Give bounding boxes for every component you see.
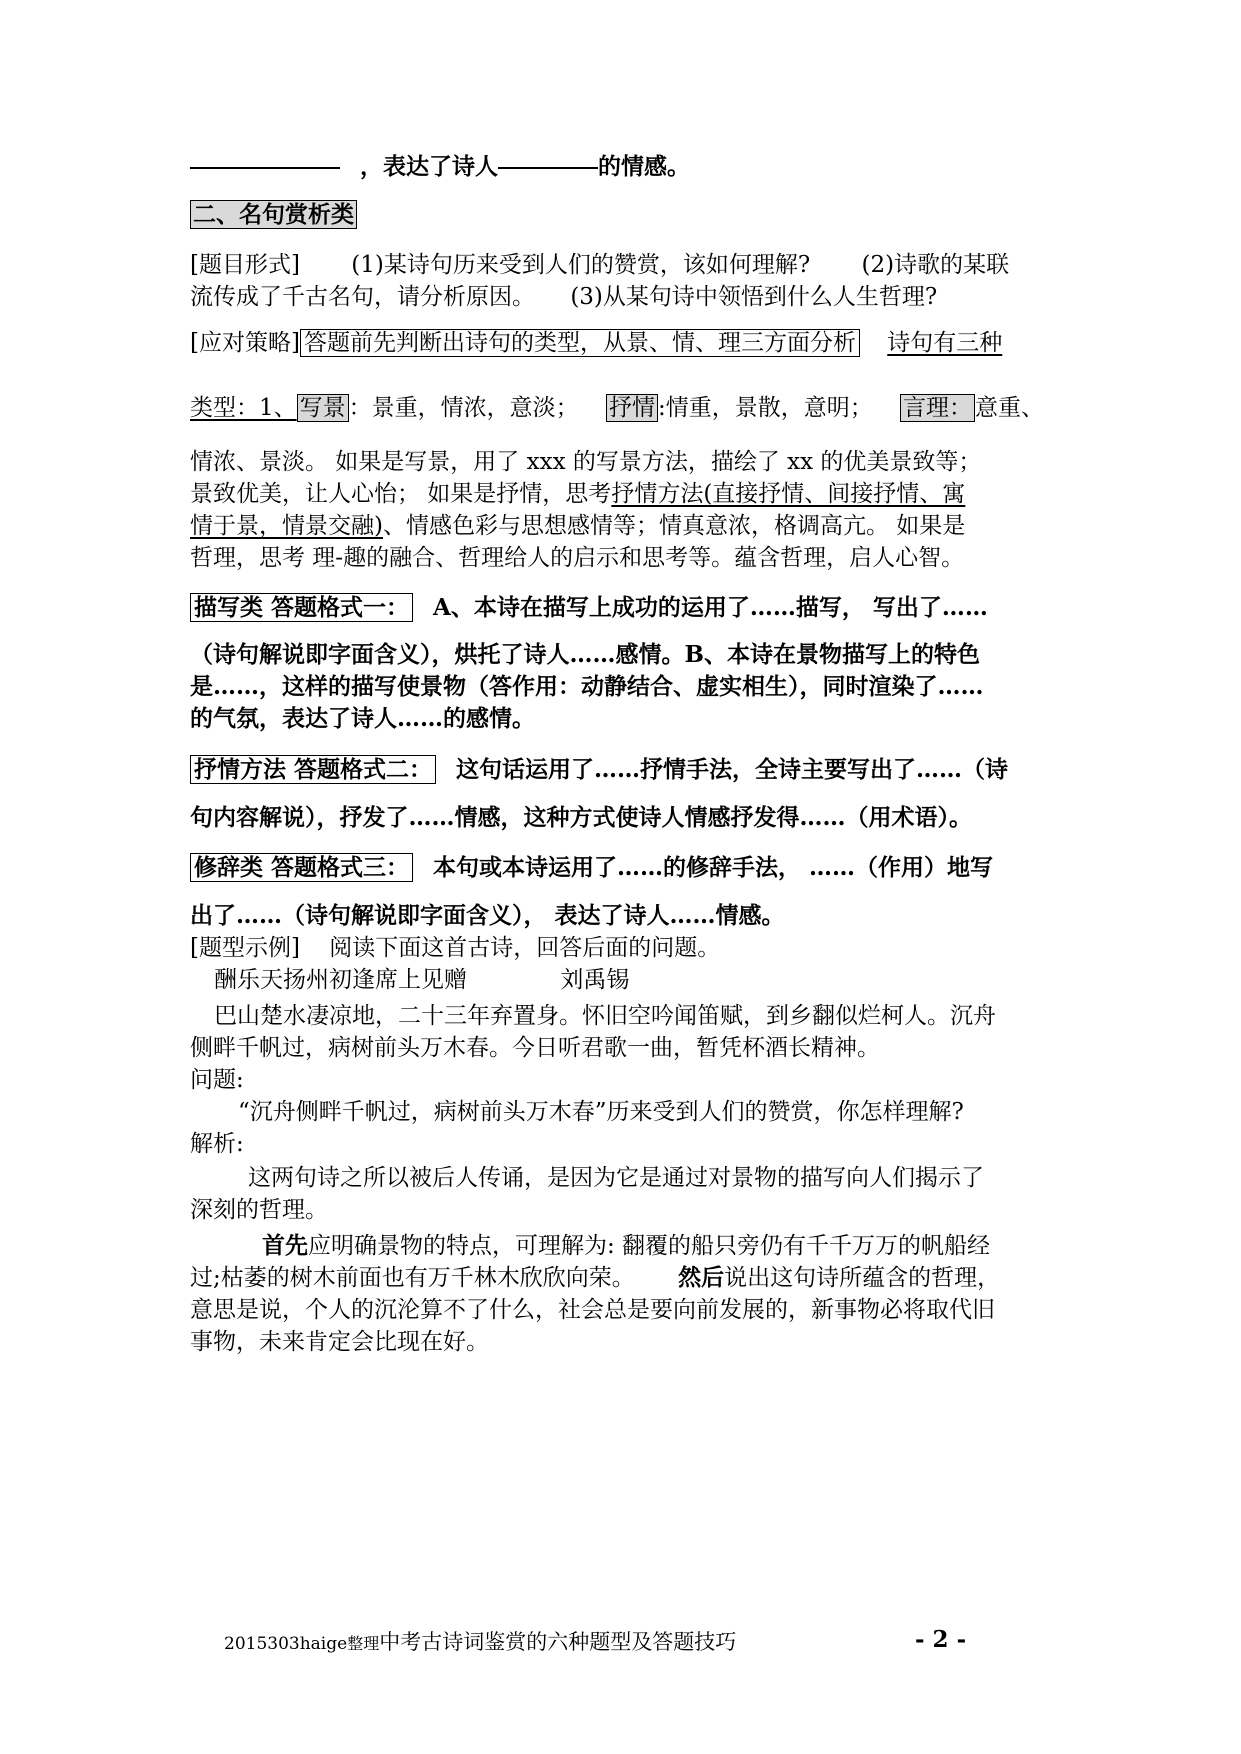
question-form-line2 — [190, 282, 1070, 312]
type-emotion-label: 抒情 — [606, 394, 658, 422]
strategy-label: [应对策略] — [190, 330, 300, 356]
type-scenery-text: ：景重，情浓，意淡； — [348, 395, 579, 421]
format1-text: A、本诗在描写上成功的运用了……描写， 写出了…… — [433, 594, 988, 621]
question-2-cont: 流传成了千古名句，请分析原因。 — [190, 284, 535, 310]
analysis-text: 深刻的哲理。 — [190, 1197, 328, 1223]
analysis-heading — [190, 1129, 1070, 1159]
format3-line2 — [190, 901, 1070, 931]
analysis-text: 应明确景物的特点，可理解为: 翻覆的船只旁仍有千千万万的帆船经 — [308, 1233, 991, 1259]
section-heading-row — [190, 200, 1070, 230]
strategy-box: 答题前先判断出诗句的类型，从景、情、理三方面分析 — [300, 329, 860, 357]
question-2: (2)诗歌的某联 — [861, 252, 1010, 278]
format1-line1 — [190, 593, 1070, 623]
analysis-line — [190, 1295, 1070, 1325]
analysis-text: 事物，未来肯定会比现在好。 — [190, 1329, 489, 1355]
format3-line1 — [190, 853, 1070, 883]
paragraph-text: 哲理，思考 理-趣的融合、哲理给人的启示和思考等。蕴含哲理，启人心智。 — [190, 545, 965, 571]
paragraph-underlined: 情于景，情景交融) — [190, 513, 383, 539]
format1-text: 是……，这样的描写使景物（答作用：动静结合、虚实相生），同时渲染了…… — [190, 673, 984, 700]
answer-blank — [190, 167, 340, 169]
strategy-line — [190, 328, 1070, 358]
analysis-line — [248, 1163, 1128, 1193]
question-text: “沉舟侧畔千帆过，病树前头万木春”历来受到人们的赞赏，你怎样理解? — [238, 1099, 964, 1125]
poem-heading — [214, 965, 1094, 995]
format1-label: 描写类 答题格式一： — [190, 593, 413, 622]
format1-line2 — [190, 640, 1070, 670]
question-1: (1)某诗句历来受到人们的赞赏，该如何理解? — [351, 252, 811, 278]
paragraph-underlined: 抒情方法(直接抒情、间接抒情、寓 — [611, 481, 966, 507]
analysis-text: 这两句诗之所以被后人传诵，是因为它是通过对景物的描写向人们揭示了 — [248, 1165, 984, 1191]
format2-label: 抒情方法 答题格式二： — [190, 755, 436, 784]
poem-line — [214, 1001, 1074, 1031]
format3-label: 修辞类 答题格式三： — [190, 853, 413, 882]
analysis-text: 过;枯萎的树木前面也有万千林木欣欣向荣。 — [190, 1265, 635, 1291]
footer-code: 2015303haige — [224, 1634, 348, 1654]
question-3: (3)从某句诗中领悟到什么人生哲理? — [570, 284, 938, 310]
paragraph-line — [190, 511, 1070, 541]
type-scenery-label: 写景 — [297, 394, 349, 422]
format2-text: 这句话运用了……抒情手法，全诗主要写出了……（诗 — [456, 756, 1009, 783]
analysis-text: 意思是说，个人的沉沦算不了什么，社会总是要向前发展的，新事物必将取代旧 — [190, 1297, 995, 1323]
analysis-first-line — [262, 1231, 1142, 1261]
poem-author: 刘禹锡 — [560, 967, 630, 993]
example-intro-line — [190, 933, 1070, 963]
analysis-label: 解析: — [190, 1131, 244, 1157]
poem-text: 巴山楚水凄凉地，二十三年弃置身。怀旧空吟闻笛赋，到乡翻似烂柯人。沉舟 — [214, 1003, 996, 1029]
intro-suffix: 的情感。 — [598, 153, 691, 180]
paragraph-line — [190, 447, 1070, 477]
paragraph-text: 景致优美，让人心怡； 如果是抒情，思考 — [190, 481, 612, 507]
types-prefix: 类型：1、 — [190, 395, 297, 421]
question-label: 问题: — [190, 1067, 244, 1093]
page-footer — [224, 1626, 736, 1656]
example-label: [题型示例] — [190, 935, 300, 961]
strategy-tail: 诗句有三种 — [887, 330, 1003, 356]
type-reason-text: 意重、 — [975, 395, 1045, 421]
poem-text: 侧畔千帆过，病树前头万木春。今日听君歌一曲，暂凭杯酒长精神。 — [190, 1035, 880, 1061]
paragraph-line — [190, 543, 1070, 573]
example-intro: 阅读下面这首古诗，回答后面的问题。 — [329, 935, 721, 961]
format1-text: 的气氛，表达了诗人……的感情。 — [190, 705, 535, 732]
format2-line1 — [190, 755, 1070, 785]
format2-line2 — [190, 803, 1070, 833]
poem-title: 酬乐天扬州初逢席上见赠 — [214, 967, 467, 993]
paragraph-line — [190, 479, 1070, 509]
analysis-text: 说出这句诗所蕴含的哲理， — [724, 1265, 1001, 1291]
format3-text: 出了……（诗句解说即字面含义）， 表达了诗人……情感。 — [190, 902, 785, 929]
paragraph-text: 情浓、景淡。 如果是写景，用了 xxx 的写景方法，描绘了 xx 的优美景致等； — [190, 449, 982, 475]
then-keyword: 然后 — [678, 1265, 725, 1291]
analysis-line — [190, 1195, 1070, 1225]
footer-small: 整理 — [347, 1634, 380, 1653]
type-emotion-text: :情重，景散，意明； — [657, 395, 873, 421]
paragraph-text: 、情感色彩与思想感情等；情真意浓，格调高亢。 如果是 — [382, 513, 966, 539]
intro-prefix: ，表达了诗人 — [360, 153, 499, 180]
format2-text: 句内容解说），抒发了……情感，这种方式使诗人情感抒发得……（用术语）。 — [190, 804, 972, 831]
types-line — [190, 393, 1070, 423]
first-keyword: 首先 — [262, 1233, 308, 1259]
footer-title: 中考古诗词鉴赏的六种题型及答题技巧 — [379, 1630, 737, 1654]
type-reason-label: 言理： — [900, 394, 975, 422]
format3-text: 本句或本诗运用了……的修辞手法， ……（作用）地写 — [433, 854, 994, 881]
question-form-line1 — [190, 250, 1070, 280]
page-number: - 2 - — [915, 1626, 967, 1653]
question-form-label: [题目形式] — [190, 252, 300, 278]
intro-line — [190, 152, 1070, 182]
question-line — [238, 1097, 1118, 1127]
section-title: 二、名句赏析类 — [190, 200, 357, 229]
question-heading — [190, 1065, 1070, 1095]
format1-line4 — [190, 704, 1070, 734]
answer-blank — [498, 167, 598, 169]
format1-text: （诗句解说即字面含义），烘托了诗人……感情。B、本诗在景物描写上的特色 — [190, 641, 980, 668]
analysis-line — [190, 1327, 1070, 1357]
poem-line — [190, 1033, 1070, 1063]
format1-line3 — [190, 672, 1070, 702]
analysis-line — [190, 1263, 1070, 1293]
